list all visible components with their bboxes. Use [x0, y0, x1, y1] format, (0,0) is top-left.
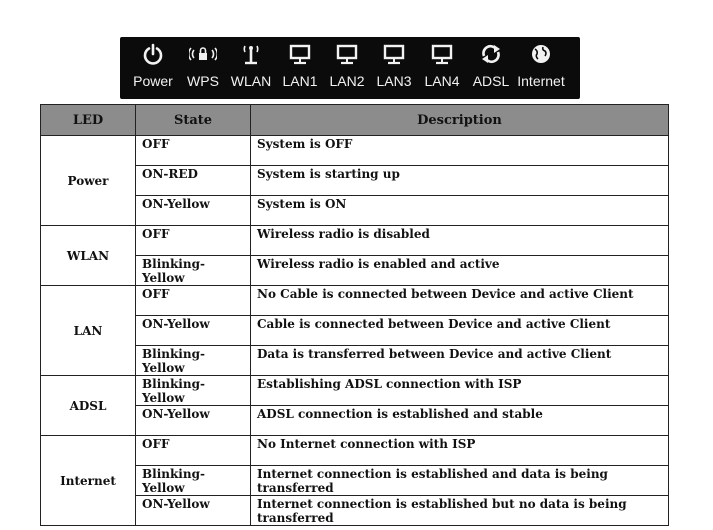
- table-row: [41, 346, 669, 376]
- led-label-lan3: LAN3: [376, 73, 412, 89]
- led-label-lan2: LAN2: [329, 73, 365, 89]
- table-row: [41, 136, 669, 166]
- description-cell: Wireless radio is enabled and active: [251, 256, 669, 286]
- globe-icon: [527, 43, 555, 65]
- description-cell: Wireless radio is disabled: [251, 226, 669, 256]
- table-row: [41, 196, 669, 226]
- led-group-lan: LAN: [41, 286, 136, 376]
- led-adsl: [474, 37, 508, 99]
- led-label-wlan: WLAN: [230, 73, 272, 89]
- state-cell: ON-RED: [136, 166, 251, 196]
- state-cell: Blinking-Yellow: [136, 346, 251, 376]
- led-group-power: Power: [41, 136, 136, 226]
- led-wps: [186, 37, 220, 99]
- led-lan3: [377, 37, 411, 99]
- led-lan4: [425, 37, 459, 99]
- header-state: State: [136, 105, 251, 136]
- led-label-lan1: LAN1: [282, 73, 318, 89]
- led-label-internet: Internet: [517, 73, 565, 89]
- table-row: [41, 496, 669, 526]
- led-wlan: [230, 37, 272, 99]
- led-internet: [517, 37, 565, 99]
- monitor-icon: [380, 43, 408, 65]
- led-label-lan4: LAN4: [424, 73, 460, 89]
- led-label-power: Power: [133, 73, 173, 89]
- table-row: [41, 316, 669, 346]
- header-led: LED: [41, 105, 136, 136]
- description-cell: Cable is connected between Device and active Client: [251, 316, 669, 346]
- table-row: [41, 286, 669, 316]
- state-cell: OFF: [136, 286, 251, 316]
- description-cell: Data is transferred between Device and active Client: [251, 346, 669, 376]
- state-cell: Blinking-Yellow: [136, 376, 251, 406]
- state-cell: OFF: [136, 226, 251, 256]
- led-group-wlan: WLAN: [41, 226, 136, 286]
- wps-lock-icon: [189, 43, 217, 65]
- sync-arrows-icon: [477, 43, 505, 65]
- description-cell: System is OFF: [251, 136, 669, 166]
- description-cell: System is starting up: [251, 166, 669, 196]
- table-row: [41, 436, 669, 466]
- state-cell: Blinking-Yellow: [136, 466, 251, 496]
- state-cell: ON-Yellow: [136, 496, 251, 526]
- led-indicator-panel: [120, 37, 580, 99]
- table-row: [41, 406, 669, 436]
- state-cell: ON-Yellow: [136, 196, 251, 226]
- state-cell: OFF: [136, 436, 251, 466]
- table-row: [41, 226, 669, 256]
- description-cell: ADSL connection is established and stable: [251, 406, 669, 436]
- description-cell: No Internet connection with ISP: [251, 436, 669, 466]
- led-power: [133, 37, 173, 99]
- description-cell: Internet connection is established and data is being transferred: [251, 466, 669, 496]
- led-label-wps: WPS: [187, 73, 219, 89]
- description-cell: Internet connection is established but no data is being transferred: [251, 496, 669, 526]
- monitor-icon: [428, 43, 456, 65]
- table-row: [41, 256, 669, 286]
- antenna-icon: [237, 43, 265, 65]
- table-row: [41, 376, 669, 406]
- led-status-table: [40, 104, 669, 526]
- table-header-row: [41, 105, 669, 136]
- table-row: [41, 466, 669, 496]
- description-cell: System is ON: [251, 196, 669, 226]
- led-lan1: [283, 37, 317, 99]
- description-cell: Establishing ADSL connection with ISP: [251, 376, 669, 406]
- led-group-adsl: ADSL: [41, 376, 136, 436]
- monitor-icon: [333, 43, 361, 65]
- led-lan2: [330, 37, 364, 99]
- led-label-adsl: ADSL: [472, 73, 510, 89]
- table-row: [41, 166, 669, 196]
- led-group-internet: Internet: [41, 436, 136, 526]
- state-cell: ON-Yellow: [136, 316, 251, 346]
- description-cell: No Cable is connected between Device and active Client: [251, 286, 669, 316]
- state-cell: OFF: [136, 136, 251, 166]
- state-cell: ON-Yellow: [136, 406, 251, 436]
- power-icon: [139, 43, 167, 65]
- state-cell: Blinking-Yellow: [136, 256, 251, 286]
- monitor-icon: [286, 43, 314, 65]
- header-description: Description: [251, 105, 669, 136]
